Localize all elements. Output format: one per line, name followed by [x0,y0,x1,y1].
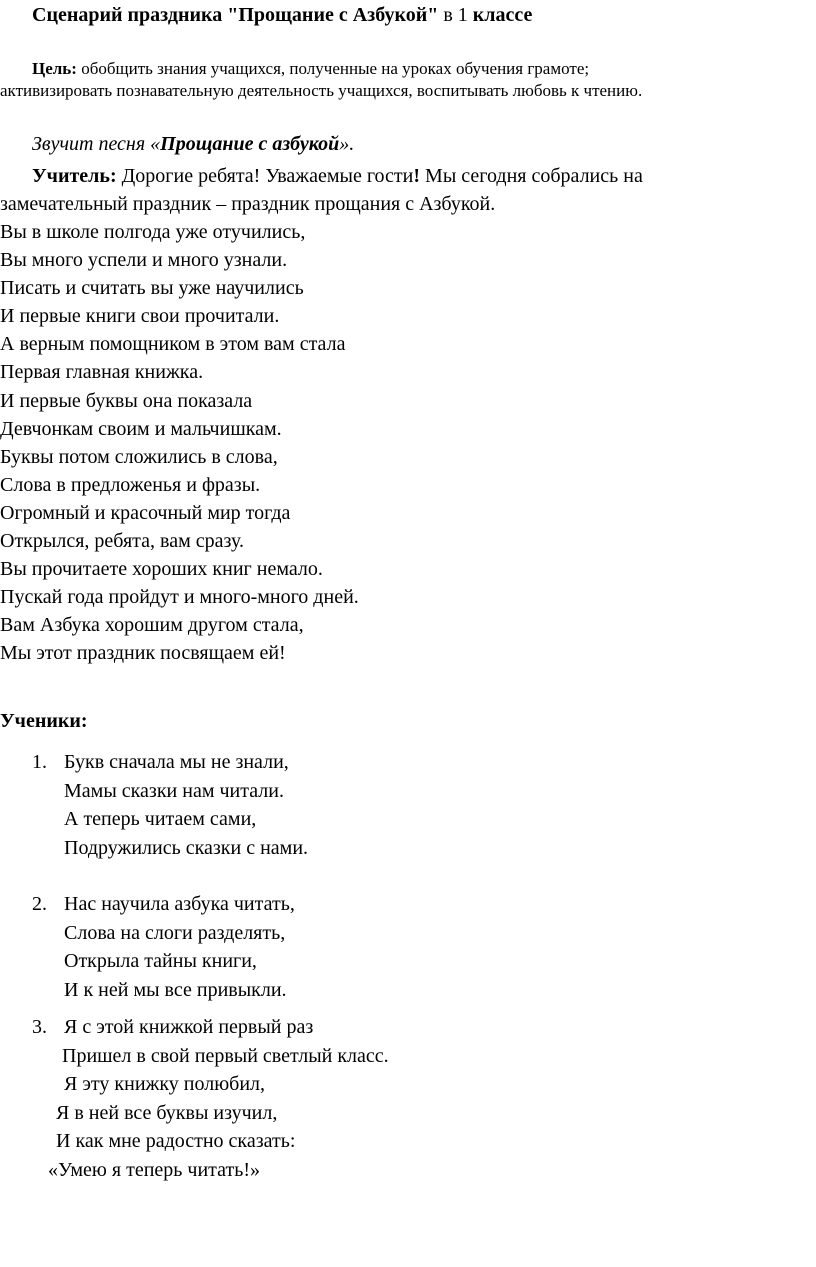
student-verse-1 [32,748,308,862]
teacher-line-1-end: Мы сегодня собрались на [420,165,643,187]
teacher-line-1: Дорогие ребята! Уважаемые гости [116,165,414,187]
goal-line-1: обобщить знания учащихся, полученные на уроках обучения грамоте; [76,59,590,78]
teacher-label: Учитель: [32,165,117,187]
teacher-poem [0,218,359,668]
goal-paragraph [0,58,810,102]
verse-line: Я в ней все буквы изучил, [56,1101,278,1124]
poem-line: Вы в школе полгода уже отучились, [0,221,306,243]
song-direction [32,131,354,157]
student-verse-2 [32,890,295,1004]
goal-label: Цель: [32,59,77,78]
song-name: Прощание с азбукой [160,133,340,155]
verse-line: Букв сначала мы не знали, [64,751,289,773]
poem-line: Буквы потом сложились в слова, [0,445,278,468]
verse-line: Нас научила азбука читать, [64,893,295,915]
poem-line: А верным помощником в этом вам стала [0,333,346,356]
poem-line: Вы прочитаете хороших книг немало. [0,558,323,581]
poem-line: Огромный и красочный мир тогда [0,501,291,524]
song-prefix: Звучит песня « [32,133,161,155]
teacher-line-2: замечательный праздник – праздник прощания с Азбукой. [0,193,496,215]
poem-line: Девчонкам своим и мальчишкам. [0,417,282,440]
verse-line: Слова на слоги разделять, [64,921,286,944]
verse-line: Открыла тайны книги, [64,950,257,972]
poem-line: Вам Азбука хорошим другом стала, [0,614,304,637]
verse-number: 3. [32,1016,47,1038]
student-verse-3 [32,1013,389,1184]
poem-line: Вы много успели и много узнали. [0,249,288,272]
goal-line-2: активизировать познавательную деятельность учащихся, воспитывать любовь к чтению. [0,81,643,100]
title-middle: в 1 [438,4,473,26]
poem-line: Мы этот праздник посвящаем ей! [0,642,286,665]
title-name: "Прощание с Азбукой" [227,4,439,26]
verse-line: Мамы сказки нам читали. [64,779,284,802]
poem-line: Писать и считать вы уже научились [0,277,304,300]
verse-line: А теперь читаем сами, [64,808,257,830]
verse-number: 2. [32,893,47,915]
verse-line: И к ней мы все привыкли. [64,978,287,1001]
verse-line: И как мне радостно сказать: [56,1130,296,1152]
students-heading: Ученики: [0,710,88,732]
poem-line: И первые буквы она показала [0,389,253,412]
teacher-exclamation: ! [413,165,421,187]
poem-line: Первая главная книжка. [0,361,204,384]
poem-line: И первые книги свои прочитали. [0,305,280,328]
verse-line: Я с этой книжкой первый раз [64,1016,314,1038]
song-suffix: ». [339,133,355,155]
document-title [32,2,532,28]
verse-line: Пришел в свой первый светлый класс. [62,1044,389,1067]
verse-line: Подружились сказки с нами. [64,836,309,859]
title-suffix: классе [472,4,533,26]
poem-line: Открылся, ребята, вам сразу. [0,530,244,553]
verse-number: 1. [32,751,47,773]
poem-line: Пускай года пройдут и много-много дней. [0,586,359,609]
verse-line: Я эту книжку полюбил, [64,1073,265,1095]
verse-line: «Умею я теперь читать!» [48,1158,261,1181]
poem-line: Слова в предложенья и фразы. [0,473,261,496]
teacher-speech [0,162,812,218]
title-prefix: Сценарий праздника [32,4,228,26]
